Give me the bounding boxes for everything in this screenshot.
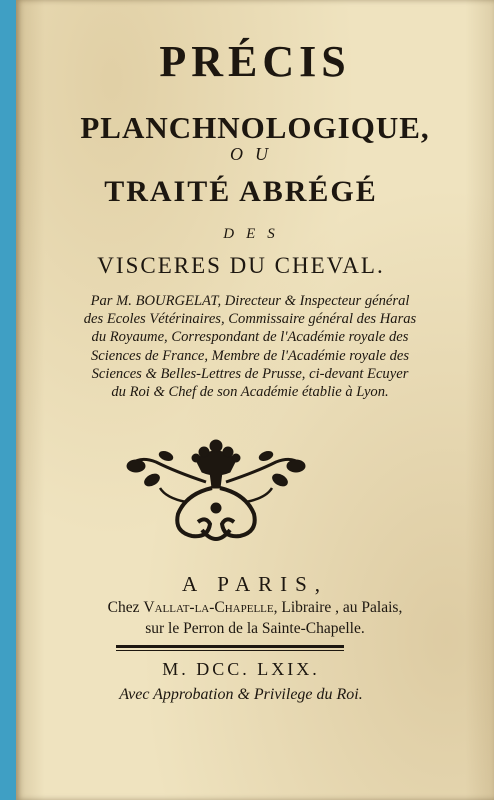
author-line: du Royaume, Correspondant de l'Académie royale des (91, 329, 409, 346)
author-line: Sciences & Belles-Lettres de Prusse, ci-devant Ecuyer (91, 365, 409, 382)
author-line: Par M. BOURGELAT, Directeur & Inspecteur général (90, 293, 410, 309)
imprint-city: A PARIS, (181, 572, 329, 596)
imprint-year: M. DCC. LXIX. (162, 659, 320, 679)
title-line-1: PRÉCIS (159, 37, 351, 86)
publisher-name: Vallat-la-Chapelle (143, 599, 274, 616)
author-line: des Ecoles Vétérinaires, Commissaire général des Haras (83, 311, 417, 328)
title-line-3: TRAITÉ ABRÉGÉ (104, 175, 378, 208)
title-conjunction: OU (230, 144, 280, 164)
title-page (16, 0, 494, 800)
title-line-4: VISCERES DU CHEVAL. (97, 253, 385, 278)
double-rule-divider (116, 645, 344, 652)
floral-ornament-icon (126, 432, 306, 550)
publisher-prefix: Chez (107, 599, 144, 616)
imprint-address: sur le Perron de la Sainte-Chapelle. (145, 620, 365, 637)
author-line: Sciences de France, Membre de l'Académie royale des (90, 347, 410, 364)
privilege-statement: Avec Approbation & Privilege du Roi. (119, 686, 363, 703)
author-statement (18, 292, 482, 401)
title-line-2: PLANCHNOLOGIQUE, (80, 110, 430, 145)
title-article: DES (223, 226, 287, 242)
publisher-suffix: , Libraire , au Palais, (273, 599, 403, 616)
imprint-publisher (16, 599, 494, 617)
author-line: du Roi & Chef de son Académie établie à Lyon. (111, 384, 389, 401)
